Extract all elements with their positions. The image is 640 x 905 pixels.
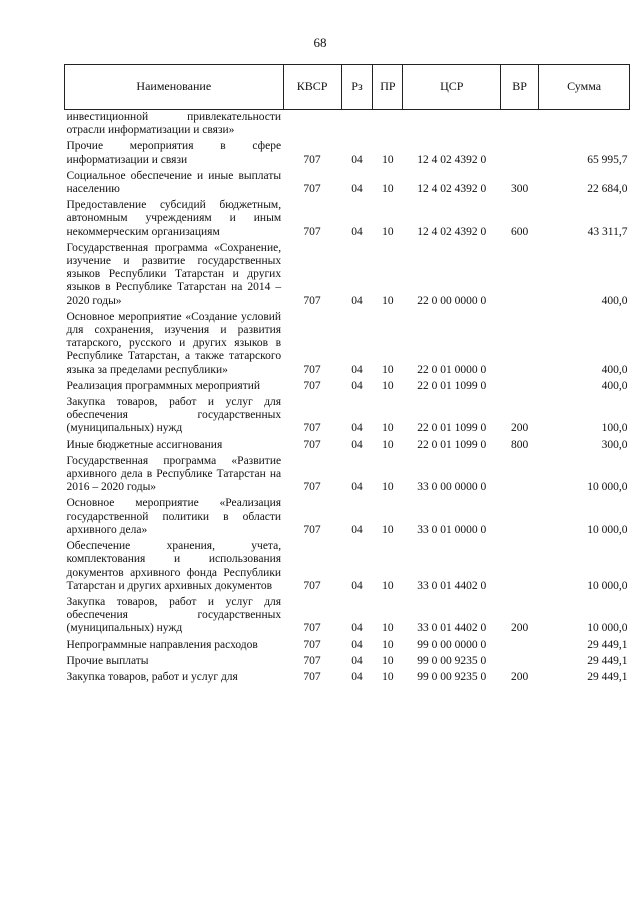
table-header bbox=[65, 65, 630, 110]
cell-csr: 99 0 00 0000 0 bbox=[417, 638, 487, 651]
cell-name: Обеспечение хранения, учета, комплектования и использования документов архивного фонда Республики Татарстан и других архивных документов bbox=[66, 540, 282, 592]
table-body bbox=[65, 110, 630, 687]
cell-pr: 10 bbox=[382, 523, 394, 536]
cell-sum: 300,0 bbox=[601, 438, 628, 451]
cell-sum: 22 684,0 bbox=[587, 183, 628, 196]
cell-kvsr: 707 bbox=[303, 379, 321, 392]
cell-kvsr: 707 bbox=[303, 153, 321, 166]
cell-name: Закупка товаров, работ и услуг для обеспечения государственных (муниципальных) нужд bbox=[66, 595, 282, 635]
cell-pr: 10 bbox=[382, 622, 394, 635]
cell-vr bbox=[501, 654, 539, 670]
cell-name: Реализация программных мероприятий bbox=[66, 379, 261, 392]
cell-sum: 65 995,7 bbox=[587, 153, 628, 166]
cell-vr: 600 bbox=[511, 225, 529, 238]
table-row bbox=[65, 379, 630, 395]
cell-vr bbox=[501, 139, 539, 168]
cell-csr: 22 0 00 0000 0 bbox=[417, 294, 487, 307]
cell-rz: 04 bbox=[351, 638, 363, 651]
header-name: Наименование bbox=[65, 65, 284, 110]
header-kvsr: КВСР bbox=[283, 65, 341, 110]
cell-csr: 22 0 01 1099 0 bbox=[417, 438, 487, 451]
cell-vr bbox=[501, 454, 539, 497]
cell-kvsr: 707 bbox=[303, 294, 321, 307]
cell-pr: 10 bbox=[382, 294, 394, 307]
cell-name: Предоставление субсидий бюджетным, автономным учреждениям и иным некоммерческим организациям bbox=[66, 199, 282, 238]
cell-pr: 10 bbox=[382, 638, 394, 651]
cell-pr: 10 bbox=[382, 654, 394, 667]
cell-pr: 10 bbox=[382, 183, 394, 196]
cell-sum: 100,0 bbox=[601, 422, 628, 435]
cell-name: Социальное обеспечение и иные выплаты населению bbox=[66, 169, 282, 196]
cell-kvsr: 707 bbox=[303, 638, 321, 651]
cell-csr: 22 0 01 0000 0 bbox=[417, 363, 487, 376]
cell-name: Закупка товаров, работ и услуг для обеспечения государственных (муниципальных) нужд bbox=[66, 396, 282, 435]
cell-kvsr: 707 bbox=[303, 422, 321, 435]
cell-rz: 04 bbox=[351, 523, 363, 536]
table-row bbox=[65, 310, 630, 379]
cell-name: Непрограммные направления расходов bbox=[66, 638, 258, 651]
cell-vr bbox=[501, 110, 539, 140]
header-rz: Рз bbox=[341, 65, 373, 110]
table-row bbox=[65, 496, 630, 539]
header-csr: ЦСР bbox=[403, 65, 501, 110]
cell-rz: 04 bbox=[351, 438, 363, 451]
page-number: 68 bbox=[313, 35, 327, 50]
cell-sum bbox=[539, 110, 630, 140]
cell-pr: 10 bbox=[382, 579, 394, 592]
cell-kvsr: 707 bbox=[303, 183, 321, 196]
cell-vr: 200 bbox=[511, 670, 529, 683]
cell-rz: 04 bbox=[351, 294, 363, 307]
cell-rz: 04 bbox=[351, 225, 363, 238]
cell-pr: 10 bbox=[382, 225, 394, 238]
cell-sum: 400,0 bbox=[601, 363, 628, 376]
cell-pr: 10 bbox=[382, 363, 394, 376]
cell-sum: 10 000,0 bbox=[587, 579, 628, 592]
cell-vr: 200 bbox=[511, 422, 529, 435]
table-row bbox=[65, 139, 630, 168]
table-row bbox=[65, 110, 630, 140]
table-row bbox=[65, 438, 630, 454]
table-row bbox=[65, 169, 630, 198]
cell-rz: 04 bbox=[351, 579, 363, 592]
cell-name: Закупка товаров, работ и услуг для bbox=[66, 670, 238, 683]
table-row bbox=[65, 198, 630, 241]
cell-kvsr: 707 bbox=[303, 523, 321, 536]
header-vr: ВР bbox=[501, 65, 539, 110]
cell-sum: 10 000,0 bbox=[587, 622, 628, 635]
cell-kvsr: 707 bbox=[303, 438, 321, 451]
cell-sum: 10 000,0 bbox=[587, 481, 628, 494]
cell-kvsr: 707 bbox=[303, 654, 321, 667]
cell-sum: 29 449,1 bbox=[587, 670, 628, 683]
cell-pr: 10 bbox=[382, 670, 394, 683]
cell-sum: 400,0 bbox=[601, 379, 628, 392]
cell-pr: 10 bbox=[382, 438, 394, 451]
table-row bbox=[65, 241, 630, 310]
cell-csr: 22 0 01 1099 0 bbox=[417, 379, 487, 392]
cell-name: Прочие выплаты bbox=[66, 654, 149, 667]
cell-sum: 43 311,7 bbox=[587, 225, 628, 238]
cell-pr bbox=[373, 110, 403, 140]
cell-vr bbox=[501, 379, 539, 395]
cell-kvsr: 707 bbox=[303, 579, 321, 592]
cell-kvsr: 707 bbox=[303, 481, 321, 494]
cell-name: Основное мероприятие «Создание условий для сохранения, изучения и развития татарского, русского и других языков в Республике Татарстан, а также татарского языка за пределами республики» bbox=[66, 310, 282, 376]
cell-rz: 04 bbox=[351, 670, 363, 683]
table-row bbox=[65, 539, 630, 595]
header-sum: Сумма bbox=[539, 65, 630, 110]
cell-rz: 04 bbox=[351, 183, 363, 196]
cell-pr: 10 bbox=[382, 379, 394, 392]
table-row bbox=[65, 670, 630, 686]
cell-vr bbox=[501, 241, 539, 310]
cell-csr: 33 0 01 4402 0 bbox=[417, 622, 487, 635]
cell-vr bbox=[501, 310, 539, 379]
cell-rz: 04 bbox=[351, 654, 363, 667]
cell-vr: 200 bbox=[511, 622, 529, 635]
cell-pr: 10 bbox=[382, 153, 394, 166]
cell-pr: 10 bbox=[382, 481, 394, 494]
table-row bbox=[65, 638, 630, 654]
cell-sum: 29 449,1 bbox=[587, 638, 628, 651]
cell-rz: 04 bbox=[351, 481, 363, 494]
table-row bbox=[65, 395, 630, 438]
cell-csr: 12 4 02 4392 0 bbox=[417, 183, 487, 196]
cell-csr: 99 0 00 9235 0 bbox=[417, 654, 487, 667]
cell-name: инвестиционной привлекательности отрасли информатизации и связи» bbox=[66, 111, 282, 137]
cell-name: Прочие мероприятия в сфере информатизации и связи bbox=[66, 140, 282, 166]
cell-pr: 10 bbox=[382, 422, 394, 435]
cell-name: Государственная программа «Развитие архивного дела в Республике Татарстан на 2016 – 2020 годы» bbox=[66, 454, 282, 494]
cell-rz: 04 bbox=[351, 379, 363, 392]
budget-table bbox=[64, 64, 630, 686]
cell-rz: 04 bbox=[351, 422, 363, 435]
cell-rz: 04 bbox=[351, 153, 363, 166]
cell-kvsr: 707 bbox=[303, 670, 321, 683]
cell-kvsr: 707 bbox=[303, 363, 321, 376]
table-row bbox=[65, 454, 630, 497]
cell-vr bbox=[501, 539, 539, 595]
cell-name: Основное мероприятие «Реализация государственной политики в области архивного дела» bbox=[66, 497, 282, 536]
cell-vr bbox=[501, 496, 539, 539]
cell-csr: 99 0 00 9235 0 bbox=[417, 670, 487, 683]
cell-rz bbox=[341, 110, 373, 140]
table-row bbox=[65, 595, 630, 638]
cell-sum: 400,0 bbox=[601, 294, 628, 307]
table-row bbox=[65, 654, 630, 670]
cell-name: Государственная программа «Сохранение, изучение и развитие государственных языков Республики Татарстан и других языков в Республике Татарстан на 2014 – 2020 годы» bbox=[66, 241, 282, 307]
cell-kvsr: 707 bbox=[303, 225, 321, 238]
cell-vr: 800 bbox=[511, 438, 529, 451]
cell-csr: 33 0 00 0000 0 bbox=[417, 481, 487, 494]
cell-rz: 04 bbox=[351, 363, 363, 376]
cell-csr bbox=[403, 110, 501, 140]
cell-sum: 10 000,0 bbox=[587, 523, 628, 536]
cell-rz: 04 bbox=[351, 622, 363, 635]
cell-csr: 12 4 02 4392 0 bbox=[417, 225, 487, 238]
cell-csr: 33 0 01 0000 0 bbox=[417, 523, 487, 536]
cell-kvsr bbox=[283, 110, 341, 140]
cell-csr: 12 4 02 4392 0 bbox=[417, 153, 487, 166]
cell-csr: 33 0 01 4402 0 bbox=[417, 579, 487, 592]
cell-vr bbox=[501, 638, 539, 654]
cell-name: Иные бюджетные ассигнования bbox=[66, 438, 223, 451]
cell-kvsr: 707 bbox=[303, 622, 321, 635]
header-pr: ПР bbox=[373, 65, 403, 110]
cell-sum: 29 449,1 bbox=[587, 654, 628, 667]
cell-vr: 300 bbox=[511, 183, 529, 196]
cell-csr: 22 0 01 1099 0 bbox=[417, 422, 487, 435]
